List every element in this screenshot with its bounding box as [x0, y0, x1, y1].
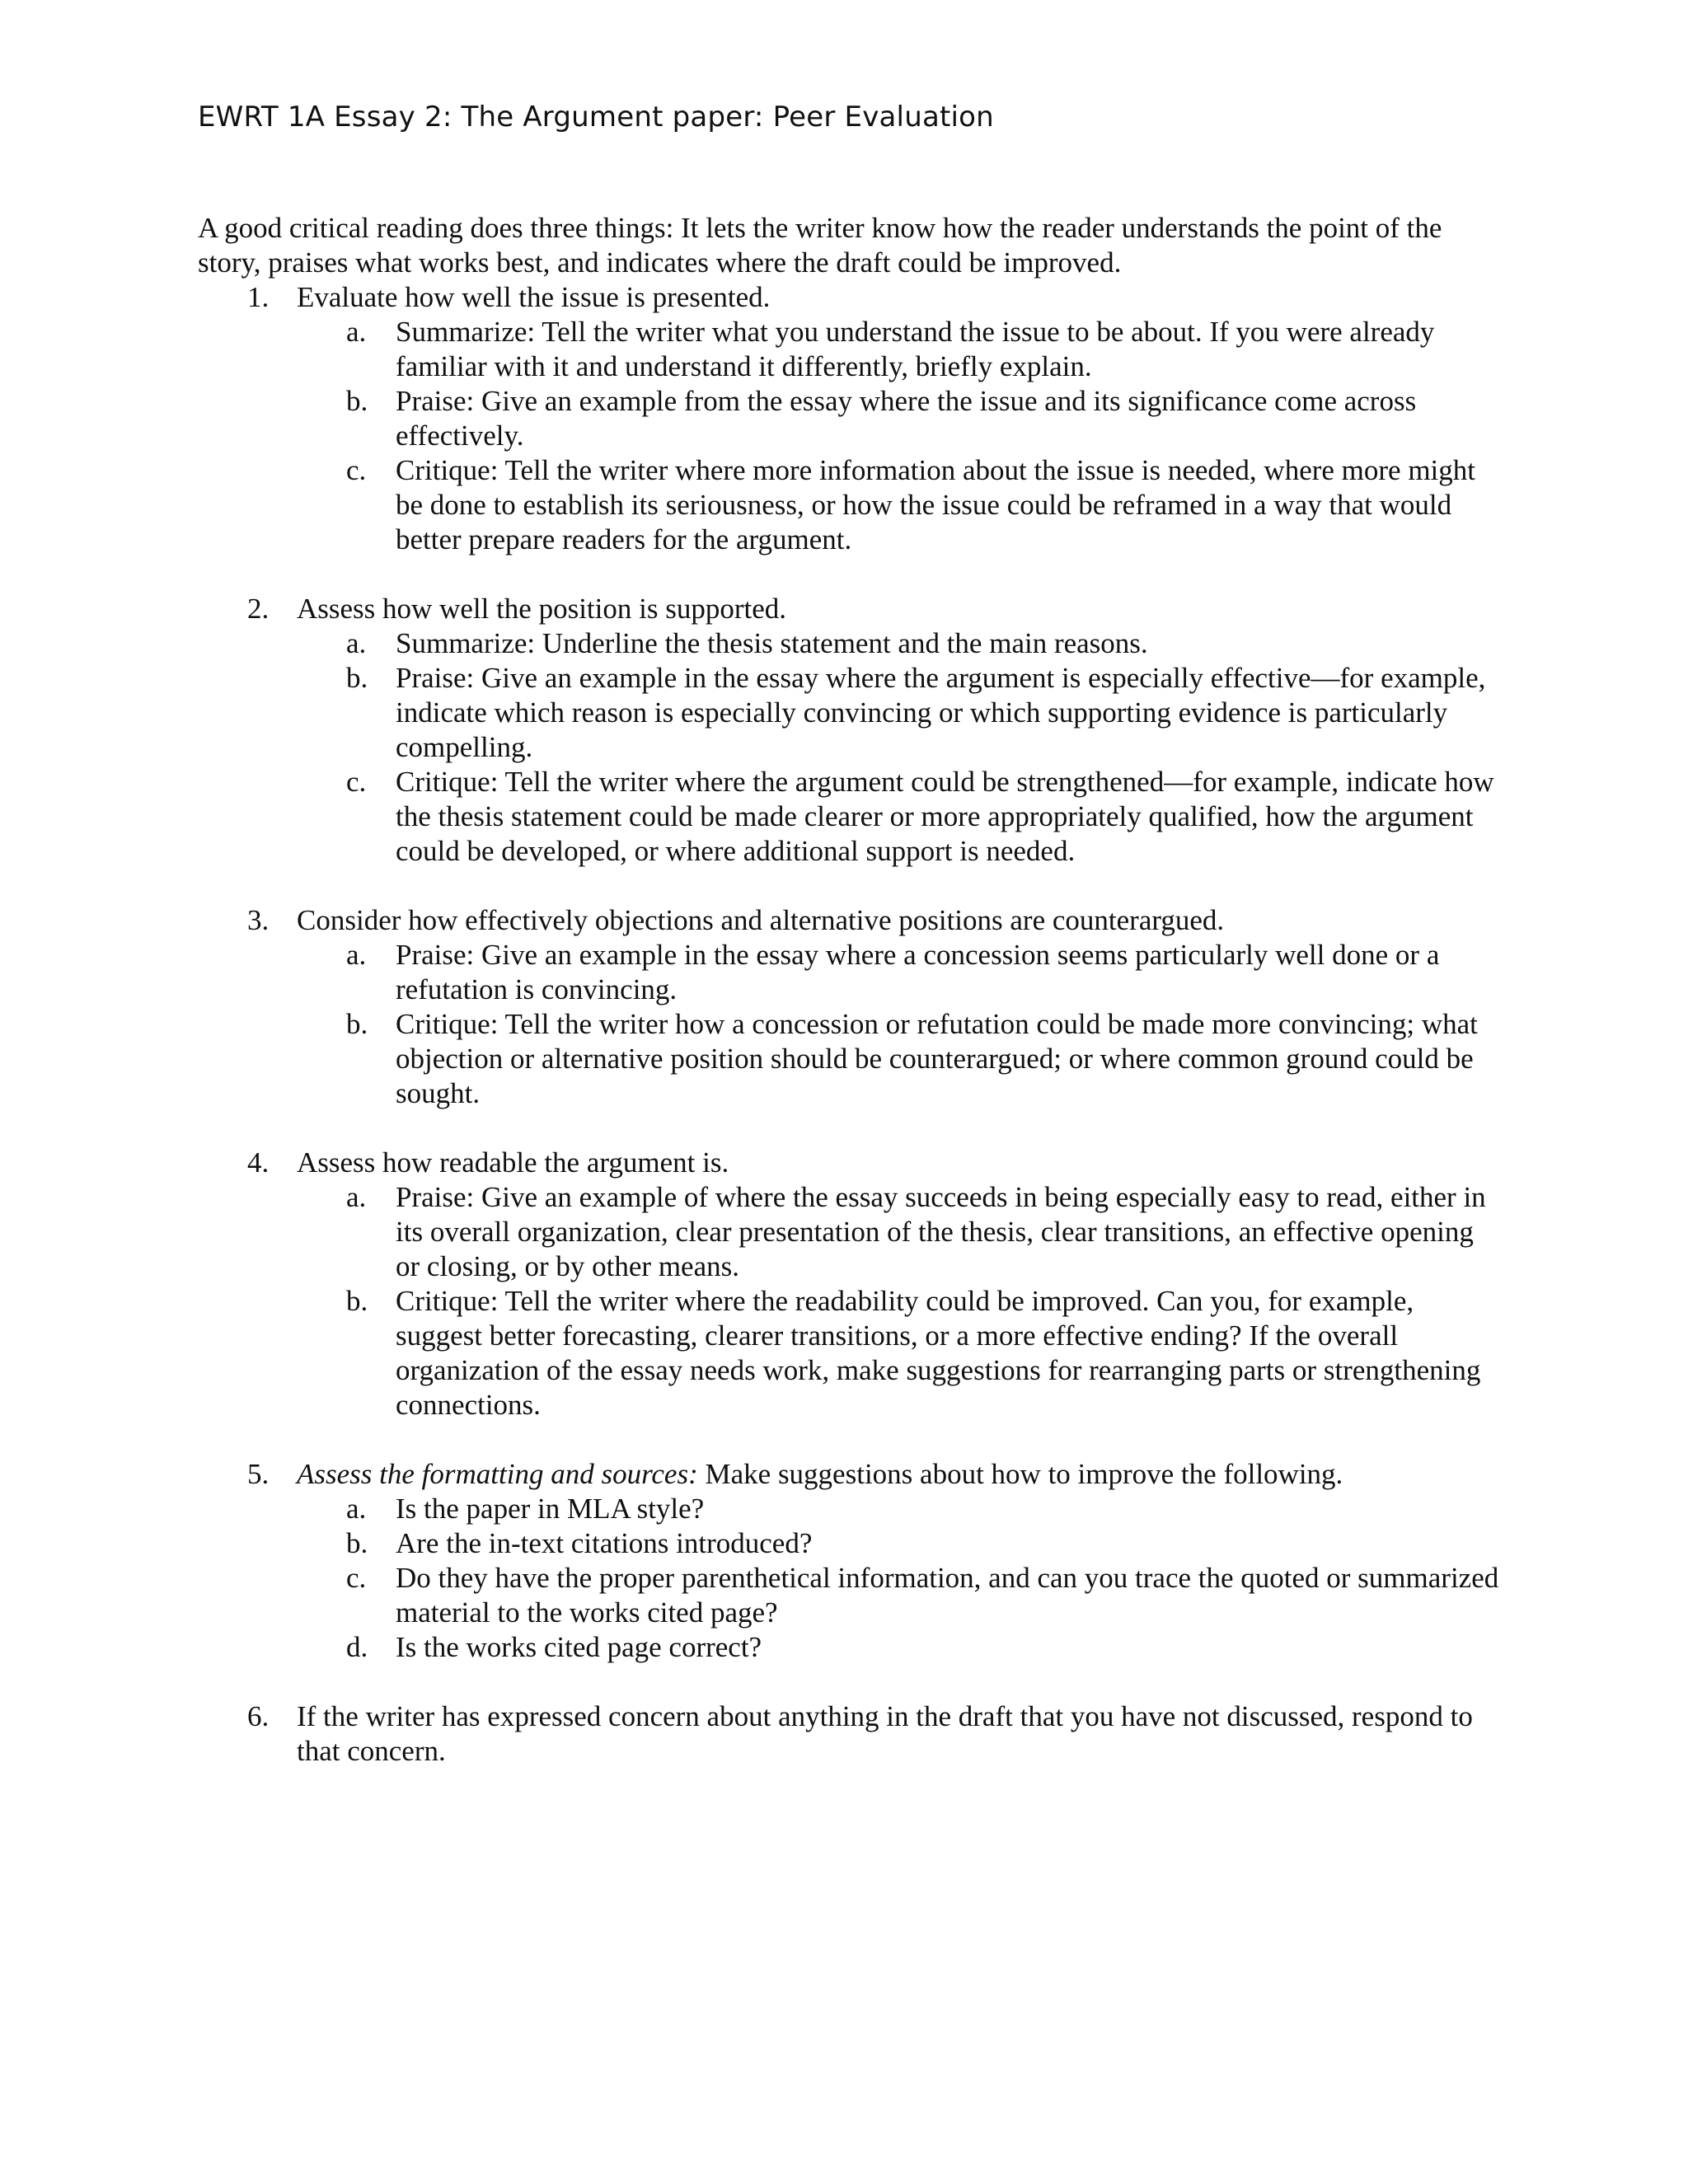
- sub-item-text: Critique: Tell the writer where the argument could be strengthened—for example, indicate how the thesis statement could be made clearer or more appropriately qualified, how the argument could be developed, or where additional support is needed.: [396, 766, 1494, 867]
- sub-item-text: Critique: Tell the writer where the readability could be improved. Can you, for example, suggest better forecasting, clearer transitions, or a more effective ending? If the overall organization of the essay needs work, make suggestions for rearranging parts or strengthening connections.: [396, 1285, 1481, 1421]
- item-text: Assess how readable the argument is.: [297, 1146, 729, 1179]
- sub-item-text: Are the in-text citations introduced?: [396, 1527, 813, 1559]
- sub-item-text: Do they have the proper parenthetical information, and can you trace the quoted or summarized material to the works cited page?: [396, 1562, 1499, 1629]
- sub-item-letter: d.: [346, 1631, 368, 1663]
- sub-item: [297, 1007, 1500, 1111]
- sub-item: [297, 1526, 1500, 1561]
- sub-item: [297, 626, 1500, 661]
- sub-item: [297, 1561, 1500, 1630]
- sub-item-text: Is the paper in MLA style?: [396, 1493, 705, 1525]
- sub-item: [297, 1180, 1500, 1284]
- sub-list: [297, 938, 1500, 1111]
- sub-item: [297, 661, 1500, 765]
- list-item: [198, 280, 1500, 557]
- list-item: [198, 1457, 1500, 1665]
- sub-item-letter: b.: [346, 662, 368, 694]
- sub-item: [297, 1492, 1500, 1526]
- list-item: [198, 592, 1500, 869]
- sub-item-letter: a.: [346, 316, 367, 348]
- sub-item-text: Summarize: Tell the writer what you understand the issue to be about. If you were already familiar with it and understand it differently, briefly explain.: [396, 316, 1435, 382]
- sub-item: [297, 938, 1500, 1007]
- sub-item: [297, 1284, 1500, 1422]
- item-number: 5.: [247, 1458, 270, 1490]
- sub-item: [297, 1630, 1500, 1665]
- sub-item-letter: a.: [346, 627, 367, 659]
- item-number: 4.: [247, 1146, 270, 1179]
- sub-item-letter: c.: [346, 454, 367, 486]
- sub-item: [297, 315, 1500, 384]
- sub-item-letter: b.: [346, 1285, 368, 1317]
- sub-list: [297, 626, 1500, 869]
- sub-list: [297, 1492, 1500, 1665]
- item-lead: Assess the formatting and sources:: [297, 1458, 698, 1490]
- sub-item: [297, 765, 1500, 869]
- sub-item-text: Critique: Tell the writer where more information about the issue is needed, where more might be done to establish its seriousness, or how the issue could be reframed in a way that would better prepare readers for the argument.: [396, 454, 1476, 555]
- evaluation-list: [198, 280, 1500, 1769]
- sub-item-text: Praise: Give an example from the essay where the issue and its significance come across effectively.: [396, 385, 1417, 452]
- sub-list: [297, 1180, 1500, 1422]
- item-text: Make suggestions about how to improve the following.: [697, 1458, 1343, 1490]
- document-body: [198, 211, 1500, 1803]
- item-text: Consider how effectively objections and alternative positions are counterargued.: [297, 904, 1225, 936]
- list-item: [198, 1146, 1500, 1422]
- list-item: [198, 1699, 1500, 1769]
- item-number: 6.: [247, 1700, 270, 1732]
- sub-item-text: Praise: Give an example of where the essay succeeds in being especially easy to read, either in its overall organization, clear presentation of the thesis, clear transitions, an effective opening or closing, or by other means.: [396, 1181, 1486, 1282]
- sub-list: [297, 315, 1500, 557]
- sub-item-text: Is the works cited page correct?: [396, 1631, 762, 1663]
- item-number: 2.: [247, 593, 270, 625]
- item-number: 1.: [247, 281, 270, 313]
- sub-item-text: Praise: Give an example in the essay where a concession seems particularly well done or a refutation is convincing.: [396, 939, 1440, 1005]
- sub-item-letter: a.: [346, 1493, 367, 1525]
- sub-item: [297, 384, 1500, 453]
- item-text: If the writer has expressed concern about anything in the draft that you have not discussed, respond to that concern.: [297, 1700, 1473, 1767]
- sub-item: [297, 453, 1500, 557]
- sub-item-letter: b.: [346, 1527, 368, 1559]
- document-title: EWRT 1A Essay 2: The Argument paper: Peer Evaluation: [198, 101, 994, 134]
- item-text: Evaluate how well the issue is presented.: [297, 281, 771, 313]
- sub-item-letter: a.: [346, 939, 367, 971]
- item-number: 3.: [247, 904, 270, 936]
- intro-paragraph: A good critical reading does three things: It lets the writer know how the reader understands the point of the story, praises what works best, and indicates where the draft could be improved.: [198, 212, 1442, 279]
- sub-item-text: Summarize: Underline the thesis statement and the main reasons.: [396, 627, 1148, 659]
- sub-item-letter: b.: [346, 385, 368, 417]
- sub-item-letter: b.: [346, 1008, 368, 1040]
- list-item: [198, 903, 1500, 1111]
- sub-item-text: Critique: Tell the writer how a concession or refutation could be made more convincing; what objection or alternative position should be counterargued; or where common ground could be sought.: [396, 1008, 1478, 1109]
- sub-item-letter: a.: [346, 1181, 367, 1213]
- sub-item-letter: c.: [346, 1562, 367, 1594]
- sub-item-letter: c.: [346, 766, 367, 798]
- item-text: Assess how well the position is supported.: [297, 593, 787, 625]
- sub-item-text: Praise: Give an example in the essay where the argument is especially effective—for example, indicate which reason is especially convincing or which supporting evidence is particularly compelling.: [396, 662, 1486, 763]
